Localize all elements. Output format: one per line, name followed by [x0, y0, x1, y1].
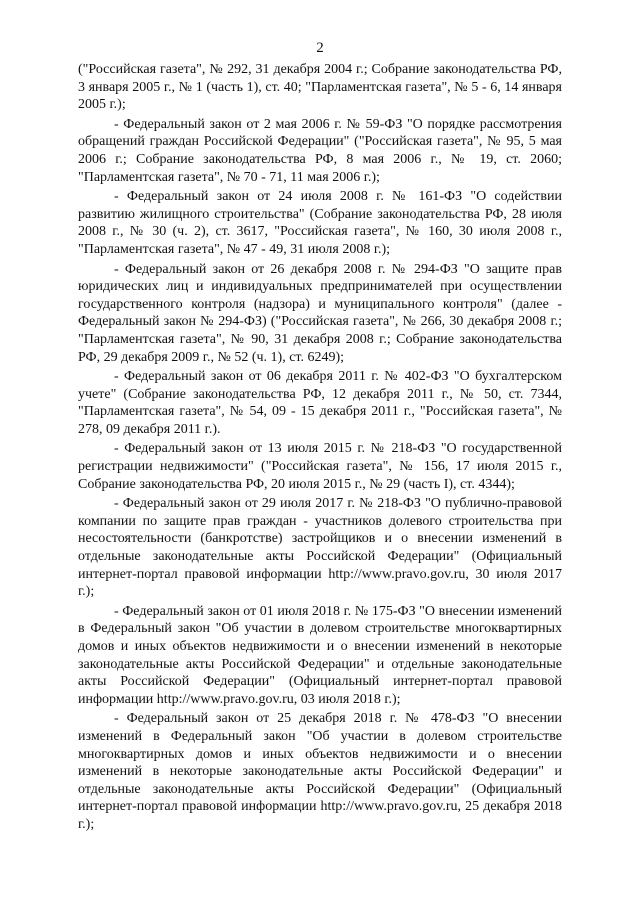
paragraph-law-294-fz: - Федеральный закон от 26 декабря 2008 г. № 294-ФЗ "О защите прав юридических лиц и индивидуальных предпринимателей при осуществлении государственного контроля (надзора) и муниципального контроля" (далее - Федеральный закон № 294-ФЗ) ("Российская газета", № 266, 30 декабря 2008 г.; "Парламентская газета", № 90, 31 декабря 2008 г.; Собрание законодательства РФ, 29 декабря 2009 г., № 52 (ч. 1), ст. 6249); — [78, 261, 562, 365]
paragraph-law-218-fz-2017: - Федеральный закон от 29 июля 2017 г. № 218-ФЗ "О публично-правовой компании по защите прав граждан - участников долевого строительства при несостоятельности (банкротстве) застройщиков и о внесении изменений в отдельные законодательные акты Российской Федерации" (Официальный интернет-портал правовой информации http://www.pravo.gov.ru, 30 июля 2017 г.); — [78, 496, 562, 600]
page-number: 2 — [316, 40, 324, 56]
paragraph-law-161-fz: - Федеральный закон от 24 июля 2008 г. № 161-ФЗ "О содействии развитию жилищного строительства" (Собрание законодательства РФ, 28 июля 2008 г., № 30 (ч. 2), ст. 3617, "Российская газета", № 160, 30 июля 2008 г., "Парламентская газета", № 47 - 49, 31 июля 2008 г.); — [78, 189, 562, 257]
paragraph-law-478-fz: - Федеральный закон от 25 декабря 2018 г. № 478-ФЗ "О внесении изменений в Федеральный закон "Об участии в долевом строительстве многоквартирных домов и иных объектов недвижимости и о внесении изменений в некоторые законодательные акты Российской Федерации" и отдельные законодательные акты Российской Федерации" (Официальный интернет-портал правовой информации http://www.pravo.gov.ru, 25 декабря 2018 г.); — [78, 711, 562, 832]
paragraph-continuation: ("Российская газета", № 292, 31 декабря 2004 г.; Собрание законодательства РФ, 3 января 2005 г., № 1 (часть 1), ст. 40; "Парламентская газета", № 5 - 6, 14 января 2005 г.); — [78, 62, 562, 113]
paragraph-law-175-fz: - Федеральный закон от 01 июля 2018 г. № 175-ФЗ "О внесении изменений в Федеральный закон "Об участии в долевом строительстве многоквартирных домов и иных объектов недвижимости и о внесении изменений в некоторые законодательные акты Российской Федерации" и отдельные законодательные акты Российской Федерации" (Официальный интернет-портал правовой информации http://www.pravo.gov.ru, 03 июля 2018 г.); — [78, 603, 562, 707]
document-body — [78, 61, 562, 836]
paragraph-law-218-fz-2015: - Федеральный закон от 13 июля 2015 г. № 218-ФЗ "О государственной регистрации недвижимости" ("Российская газета", № 156, 17 июля 2015 г., Собрание законодательства РФ, 20 июля 2015 г., № 29 (часть I), ст. 4344); — [78, 441, 562, 492]
paragraph-law-402-fz: - Федеральный закон от 06 декабря 2011 г. № 402-ФЗ "О бухгалтерском учете" (Собрание законодательства РФ, 12 декабря 2011 г., № 50, ст. 7344, "Парламентская газета", № 54, 09 - 15 декабря 2011 г., "Российская газета", № 278, 09 декабря 2011 г.). — [78, 369, 562, 437]
paragraph-law-59-fz: - Федеральный закон от 2 мая 2006 г. № 59-ФЗ "О порядке рассмотрения обращений граждан Российской Федерации" ("Российская газета", № 95, 5 мая 2006 г.; Собрание законодательства РФ, 8 мая 2006 г., № 19, ст. 2060; "Парламентская газета", № 70 - 71, 11 мая 2006 г.); — [78, 116, 562, 185]
